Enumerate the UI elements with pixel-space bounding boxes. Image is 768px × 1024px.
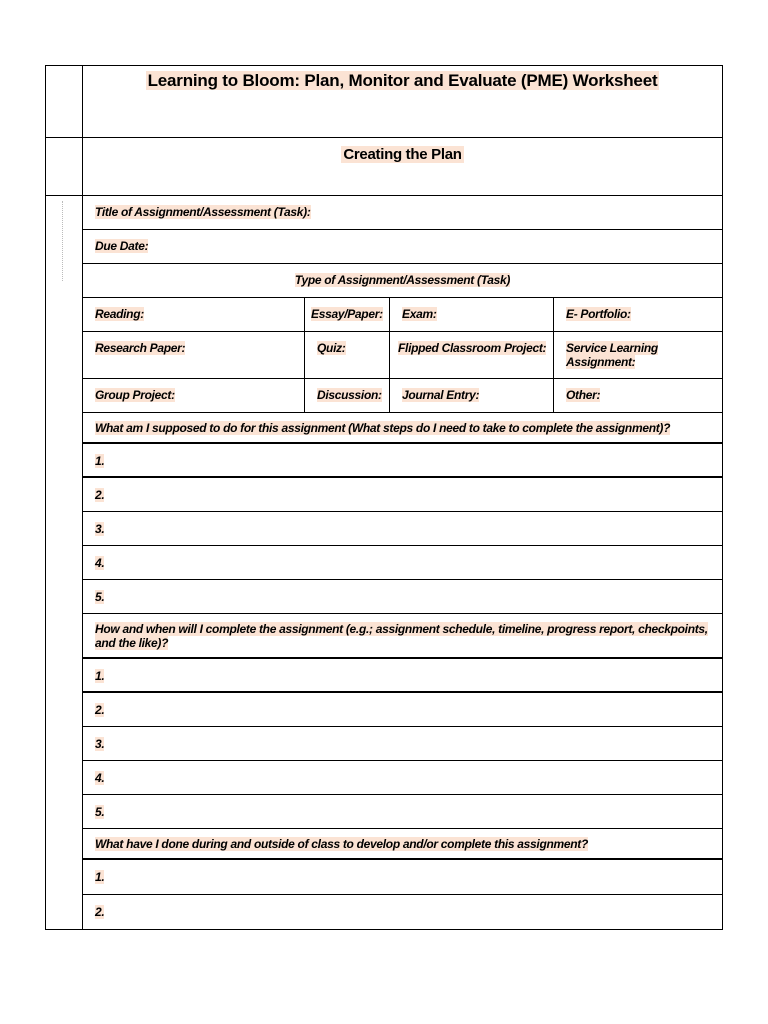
- type-header-row: [83, 264, 722, 298]
- question-2-row: [83, 614, 722, 659]
- q1-step-1[interactable]: [83, 444, 722, 478]
- step-number: 3.: [95, 522, 105, 536]
- step-number: 5.: [95, 590, 105, 604]
- left-margin-column: [46, 66, 83, 929]
- q2-step-5[interactable]: [83, 795, 722, 829]
- type-journal[interactable]: Journal Entry:: [389, 379, 553, 412]
- form-grid: [83, 66, 722, 929]
- q2-step-1[interactable]: [83, 659, 722, 693]
- subtitle-row: [83, 138, 722, 196]
- left-separator: [46, 137, 83, 138]
- dotted-marker: [62, 201, 65, 281]
- question-3: What have I done during and outside of class to develop and/or complete this assignment?: [95, 837, 589, 851]
- type-other[interactable]: Other:: [553, 379, 722, 412]
- q1-step-5[interactable]: [83, 580, 722, 614]
- q2-step-2[interactable]: [83, 693, 722, 727]
- step-number: 4.: [95, 771, 105, 785]
- task-title-label: Title of Assignment/Assessment (Task):: [95, 205, 311, 219]
- type-reading[interactable]: Reading:: [95, 307, 144, 321]
- question-1-row: [83, 413, 722, 444]
- type-row-1: [83, 298, 722, 332]
- type-row-3: [83, 379, 722, 413]
- question-1: What am I supposed to do for this assignment (What steps do I need to take to complete the assignment)?: [95, 421, 671, 435]
- type-essay[interactable]: Essay/Paper:: [304, 298, 389, 331]
- type-quiz[interactable]: Quiz:: [304, 332, 389, 378]
- title-row: [83, 66, 722, 138]
- q2-step-4[interactable]: [83, 761, 722, 795]
- type-portfolio[interactable]: E- Portfolio:: [553, 298, 722, 331]
- section-title: Creating the Plan: [343, 146, 462, 163]
- type-header: Type of Assignment/Assessment (Task): [294, 273, 511, 287]
- step-number: 2.: [95, 488, 105, 502]
- q3-step-2[interactable]: [83, 895, 722, 930]
- q2-step-3[interactable]: [83, 727, 722, 761]
- q1-step-3[interactable]: [83, 512, 722, 546]
- type-exam[interactable]: Exam:: [389, 298, 553, 331]
- type-flipped[interactable]: Flipped Classroom Project:: [389, 332, 553, 378]
- type-discussion[interactable]: Discussion:: [304, 379, 389, 412]
- step-number: 1.: [95, 669, 105, 683]
- step-number: 2.: [95, 703, 105, 717]
- left-separator: [46, 195, 83, 196]
- q1-step-2[interactable]: [83, 478, 722, 512]
- q1-step-4[interactable]: [83, 546, 722, 580]
- q3-step-1[interactable]: [83, 860, 722, 895]
- page-title: Learning to Bloom: Plan, Monitor and Evaluate (PME) Worksheet: [147, 71, 658, 90]
- step-number: 1.: [95, 454, 105, 468]
- question-3-row: [83, 829, 722, 860]
- question-2: How and when will I complete the assignment (e.g.; assignment schedule, timeline, progress report, checkpoints, and the like)?: [95, 622, 708, 650]
- step-number: 1.: [95, 870, 105, 884]
- step-number: 4.: [95, 556, 105, 570]
- type-group[interactable]: Group Project:: [95, 388, 175, 402]
- worksheet-table: [45, 65, 723, 930]
- type-service[interactable]: Service Learning Assignment:: [553, 332, 722, 378]
- type-row-2: [83, 332, 722, 379]
- task-title-row[interactable]: [83, 196, 722, 230]
- step-number: 5.: [95, 805, 105, 819]
- due-date-row[interactable]: [83, 230, 722, 264]
- step-number: 2.: [95, 905, 105, 919]
- type-research[interactable]: Research Paper:: [95, 341, 186, 355]
- step-number: 3.: [95, 737, 105, 751]
- due-date-label: Due Date:: [95, 239, 149, 253]
